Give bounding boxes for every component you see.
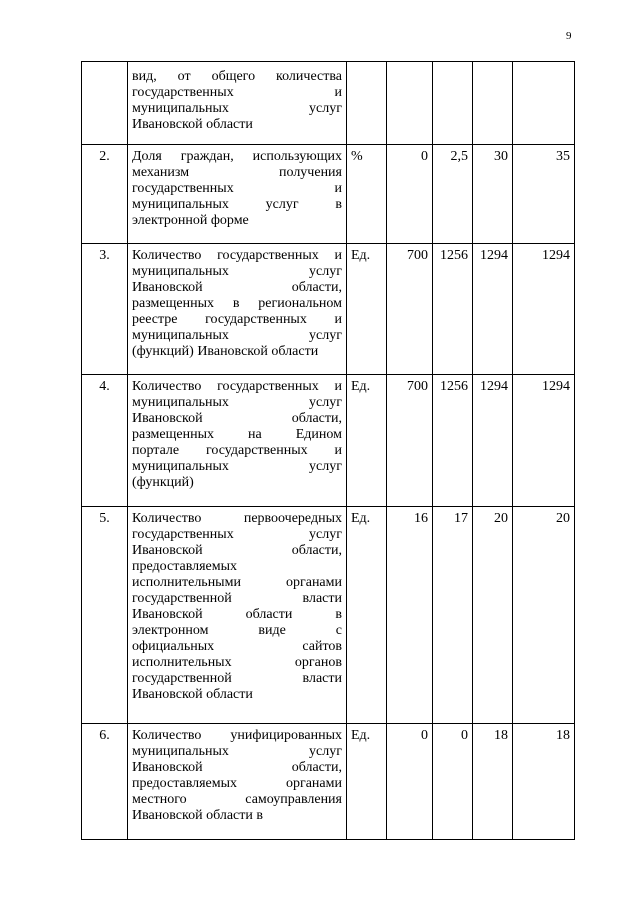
value-cell-1 <box>387 62 433 145</box>
unit-cell: % <box>347 145 387 244</box>
value-cell-2: 2,5 <box>433 145 473 244</box>
indicator-name-line: муниципальных услуг в <box>132 197 342 212</box>
value-cell-4: 1294 <box>513 244 575 375</box>
indicator-name-line: предоставляемых органами <box>132 776 342 791</box>
indicator-name-line: предоставляемых <box>132 559 238 574</box>
indicator-name-cell <box>128 724 347 840</box>
unit-cell: Ед. <box>347 375 387 507</box>
indicator-name-line: вид, от общего количества <box>132 69 342 84</box>
indicators-table <box>81 61 575 840</box>
indicator-name-line: (функций) <box>132 475 194 490</box>
row-number-cell: 4. <box>82 375 128 507</box>
value-cell-4: 20 <box>513 507 575 724</box>
unit-cell: Ед. <box>347 244 387 375</box>
value-cell-1: 0 <box>387 145 433 244</box>
indicator-name-line: Доля граждан, использующих <box>132 149 342 164</box>
indicator-name-line: местного самоуправления <box>132 792 342 807</box>
page-number: 9 <box>566 30 572 42</box>
indicator-name-line: Ивановской области, <box>132 411 342 426</box>
value-cell-2: 1256 <box>433 244 473 375</box>
table-row <box>82 375 575 507</box>
value-cell-3: 30 <box>473 145 513 244</box>
value-cell-2: 0 <box>433 724 473 840</box>
indicator-name-line: размещенных в региональном <box>132 296 342 311</box>
indicator-name-line: электронной форме <box>132 213 249 228</box>
indicator-name-line: электронном виде с <box>132 623 342 638</box>
indicator-name-line: государственных и <box>132 85 342 100</box>
indicator-name-line: муниципальных услуг <box>132 328 342 343</box>
value-cell-3: 1294 <box>473 375 513 507</box>
table-row <box>82 62 575 145</box>
row-number-cell: 6. <box>82 724 128 840</box>
indicator-name-cell <box>128 62 347 145</box>
value-cell-4: 1294 <box>513 375 575 507</box>
value-cell-2: 1256 <box>433 375 473 507</box>
table-row <box>82 724 575 840</box>
value-cell-4: 35 <box>513 145 575 244</box>
value-cell-3 <box>473 62 513 145</box>
indicator-name-line: государственной власти <box>132 671 342 686</box>
indicator-name-line: Ивановской области в <box>132 808 263 823</box>
value-cell-4: 18 <box>513 724 575 840</box>
indicator-name-line: Количество государственных и <box>132 379 342 394</box>
row-number-cell <box>82 62 128 145</box>
indicator-name-line: Ивановской области, <box>132 760 342 775</box>
indicator-name-line: (функций) Ивановской области <box>132 344 319 359</box>
table-row <box>82 244 575 375</box>
indicator-name-line: официальных сайтов <box>132 639 342 654</box>
value-cell-3: 20 <box>473 507 513 724</box>
indicator-name-cell <box>128 145 347 244</box>
value-cell-4 <box>513 62 575 145</box>
indicator-name-line: Количество первоочередных <box>132 511 342 526</box>
indicator-name-line: муниципальных услуг <box>132 744 342 759</box>
indicator-name-line: Ивановской области <box>132 687 253 702</box>
table-row <box>82 507 575 724</box>
indicator-name-line: Ивановской области в <box>132 607 342 622</box>
value-cell-2 <box>433 62 473 145</box>
indicator-name-line: Ивановской области, <box>132 280 342 295</box>
value-cell-3: 1294 <box>473 244 513 375</box>
indicator-name-line: исполнительных органов <box>132 655 342 670</box>
indicator-name-line: государственной власти <box>132 591 342 606</box>
indicator-name-line: государственных и <box>132 181 342 196</box>
indicator-name-cell <box>128 375 347 507</box>
indicator-name-line: муниципальных услуг <box>132 395 342 410</box>
value-cell-3: 18 <box>473 724 513 840</box>
value-cell-1: 0 <box>387 724 433 840</box>
indicator-name-line: механизм получения <box>132 165 342 180</box>
indicator-name-line: муниципальных услуг <box>132 264 342 279</box>
table-row <box>82 145 575 244</box>
indicator-name-line: Ивановской области, <box>132 543 342 558</box>
row-number-cell: 3. <box>82 244 128 375</box>
indicator-name-line: реестре государственных и <box>132 312 342 327</box>
indicator-name-line: Ивановской области <box>132 117 253 132</box>
unit-cell: Ед. <box>347 507 387 724</box>
indicator-name-line: размещенных на Едином <box>132 427 342 442</box>
indicator-name-line: портале государственных и <box>132 443 342 458</box>
indicator-name-line: муниципальных услуг <box>132 459 342 474</box>
row-number-cell: 2. <box>82 145 128 244</box>
value-cell-2: 17 <box>433 507 473 724</box>
indicator-name-cell <box>128 507 347 724</box>
unit-cell <box>347 62 387 145</box>
indicators-table-body <box>82 62 575 840</box>
value-cell-1: 16 <box>387 507 433 724</box>
value-cell-1: 700 <box>387 244 433 375</box>
indicator-name-line: государственных услуг <box>132 527 342 542</box>
row-number-cell: 5. <box>82 507 128 724</box>
value-cell-1: 700 <box>387 375 433 507</box>
indicator-name-line: Количество унифицированных <box>132 728 342 743</box>
indicator-name-line: исполнительными органами <box>132 575 342 590</box>
indicator-name-line: Количество государственных и <box>132 248 342 263</box>
unit-cell: Ед. <box>347 724 387 840</box>
indicator-name-line: муниципальных услуг <box>132 101 342 116</box>
indicator-name-cell <box>128 244 347 375</box>
